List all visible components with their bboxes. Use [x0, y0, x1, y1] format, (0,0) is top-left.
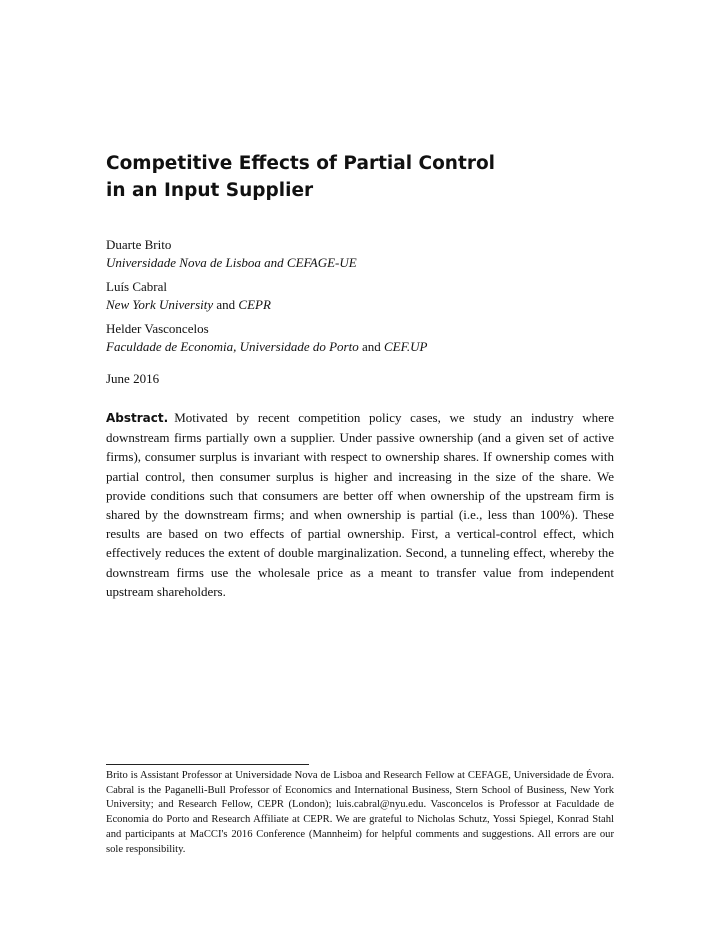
- author-name: Helder Vasconcelos: [106, 321, 209, 336]
- title-line-2: in an Input Supplier: [106, 180, 314, 201]
- affiliation-institution: New York University: [106, 297, 214, 312]
- author-name: Duarte Brito: [106, 237, 172, 252]
- author-block: [106, 236, 626, 272]
- author-affiliation: [106, 296, 626, 314]
- affiliation-institution: CEF.UP: [384, 339, 428, 354]
- abstract: [106, 408, 614, 601]
- footnote-rule: [106, 764, 309, 765]
- paper-title: [106, 150, 626, 204]
- author-block: [106, 320, 626, 356]
- footnote: Brito is Assistant Professor at Universidade Nova de Lisboa and Research Fellow at CEFAGE, Universidade de Évora. Cabral is the Paganelli-Bull Professor of Economics and International Business, Stern School of Business, New York University; and Research Fellow, CEPR (London); luis.cabral@nyu.edu. Vasconcelos is Professor at Faculdade de Economia do Porto and Research Affiliate at CEPR. We are grateful to Nicholas Schutz, Yossi Spiegel, Konrad Stahl and participants at MaCCI's 2016 Conference (Mannheim) for helpful comments and suggestions. All errors are our sole responsibility.: [106, 770, 614, 855]
- affiliation-conjunction: and: [213, 297, 239, 312]
- abstract-text: Motivated by recent competition policy cases, we study an industry where downstream firms partially own a supplier. Under passive ownership (and a given set of active firms), consumer surplus is invariant with respect to ownership shares. If ownership comes with partial control, then consumer surplus is higher and increasing in the size of the share. We provide conditions such that consumers are better off when ownership of the upstream firm is shared by the downstream firms; and when ownership is partial (i.e., less than 100%). These results are based on two effects of partial ownership. First, a vertical-control effect, which effectively reduces the extent of double marginalization. Second, a tunneling effect, whereby the downstream firms use the wholesale price as a meant to transfer value from independent upstream shareholders.: [106, 410, 614, 599]
- affiliation-conjunction: and: [358, 339, 385, 354]
- affiliation-institution: CEPR: [238, 297, 271, 312]
- affiliation-institution: Universidade Nova de Lisboa and CEFAGE-UE: [106, 255, 357, 270]
- author-block: [106, 278, 626, 314]
- title-line-1: Competitive Effects of Partial Control: [106, 153, 495, 174]
- author-list: [106, 236, 626, 362]
- author-affiliation: [106, 338, 626, 356]
- affiliation-institution: Faculdade de Economia, Universidade do Porto: [106, 339, 359, 354]
- publication-date: June 2016: [106, 371, 160, 386]
- author-name: Luís Cabral: [106, 279, 168, 294]
- author-affiliation: [106, 254, 626, 272]
- abstract-label: Abstract.: [106, 411, 169, 425]
